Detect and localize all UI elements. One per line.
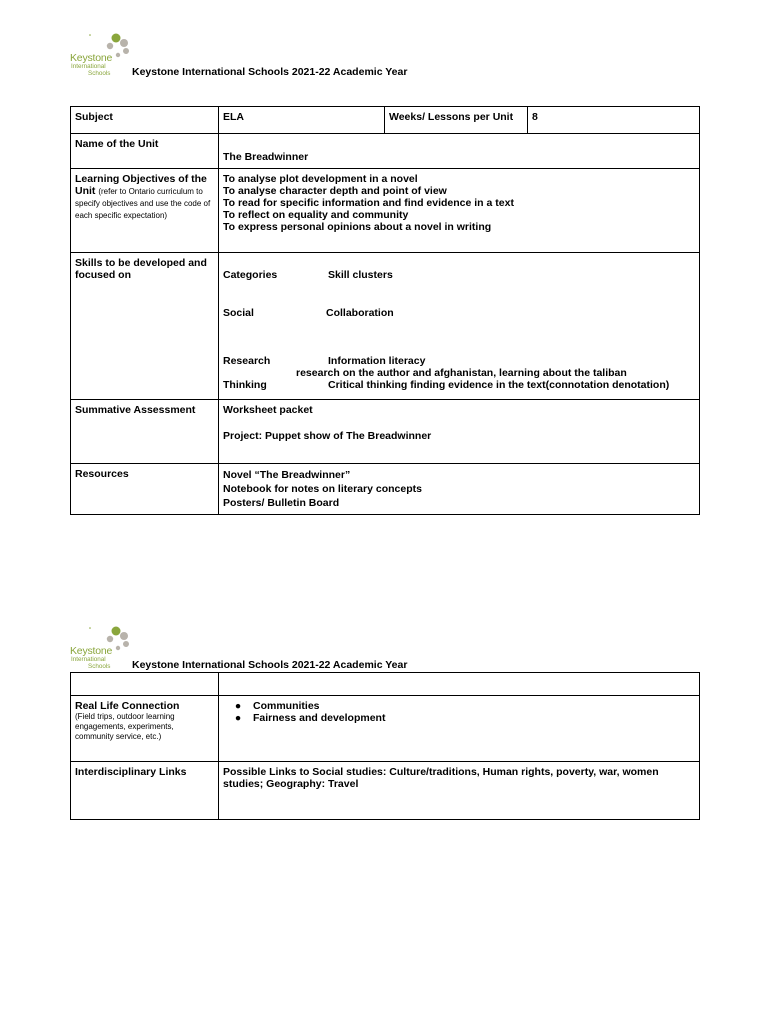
objectives-label: Learning Objectives of the Unit — [75, 173, 207, 197]
bullet-icon: ● — [234, 700, 242, 712]
skill-thinking-category: Thinking — [223, 379, 267, 391]
unit-name-label: Name of the Unit — [71, 134, 219, 169]
skill-research-detail: research on the author and afghanistan, learning about the taliban — [296, 367, 627, 379]
skills-cell — [219, 253, 700, 400]
skills-categories-header: Categories — [223, 269, 278, 281]
interdisciplinary-row — [71, 762, 700, 820]
school-logo — [68, 33, 132, 77]
resource-item: Posters/ Bulletin Board — [223, 497, 340, 509]
resources-list — [219, 464, 700, 515]
logo-line2: Schools — [88, 663, 111, 670]
list-item — [223, 712, 695, 724]
header-title: Keystone International Schools 2021-22 Academic Year — [132, 659, 408, 671]
bullet-icon: ● — [234, 712, 242, 724]
real-life-label: Real Life Connection — [75, 700, 180, 712]
resource-item: Novel “The Breadwinner” — [223, 469, 351, 481]
skill-research-category: Research — [223, 355, 271, 367]
summative-item: Worksheet packet — [223, 404, 313, 416]
real-life-label-cell — [71, 696, 219, 762]
real-life-item: Fairness and development — [253, 712, 386, 724]
subject-label: Subject — [71, 107, 219, 134]
interdisciplinary-value: Possible Links to Social studies: Culture/traditions, Human rights, poverty, war, women studies; Geography: Travel — [219, 762, 700, 820]
skill-thinking-cluster: Critical thinking finding evidence in the text(connotation denotation) — [328, 379, 670, 391]
connections-table — [70, 672, 700, 820]
summative-label: Summative Assessment — [71, 400, 219, 464]
objectives-row — [71, 169, 700, 253]
objective-item: To analyse character depth and point of view — [223, 185, 447, 197]
skill-social-category: Social — [223, 307, 254, 319]
resources-label: Resources — [71, 464, 219, 515]
weeks-label: Weeks/ Lessons per Unit — [385, 107, 528, 134]
logo-line1: International — [71, 656, 106, 663]
skills-row — [71, 253, 700, 400]
header-title: Keystone International Schools 2021-22 Academic Year — [132, 66, 408, 78]
objective-item: To express personal opinions about a novel in writing — [223, 221, 492, 233]
objective-item: To read for specific information and find evidence in a text — [223, 197, 514, 209]
objective-item: To reflect on equality and community — [223, 209, 409, 221]
logo-brand: Keystone — [70, 52, 113, 64]
objectives-label-cell — [71, 169, 219, 253]
resources-row — [71, 464, 700, 515]
empty-row — [71, 673, 700, 696]
skills-clusters-header: Skill clusters — [328, 269, 393, 281]
objectives-list — [219, 169, 700, 253]
objectives-note: (refer to Ontario curriculum to specify objectives and use the code of each specific expectation) — [75, 187, 211, 220]
subject-row — [71, 107, 700, 134]
objective-item: To analyse plot development in a novel — [223, 173, 418, 185]
real-life-item: Communities — [253, 700, 320, 712]
unit-name-row — [71, 134, 700, 169]
summative-cell — [219, 400, 700, 464]
weeks-value: 8 — [528, 107, 700, 134]
skill-social-cluster: Collaboration — [326, 307, 394, 319]
logo-line2: Schools — [88, 70, 111, 77]
subject-value: ELA — [219, 107, 385, 134]
summative-item: Project: Puppet show of The Breadwinner — [223, 430, 432, 442]
real-life-note: (Field trips, outdoor learning engagements, experiments, community service, etc.) — [75, 712, 175, 741]
skills-label: Skills to be developed and focused on — [71, 253, 219, 400]
interdisciplinary-label: Interdisciplinary Links — [71, 762, 219, 820]
real-life-row — [71, 696, 700, 762]
real-life-list — [219, 696, 700, 762]
logo-line1: International — [71, 63, 106, 70]
logo-brand: Keystone — [70, 645, 113, 657]
summative-row — [71, 400, 700, 464]
list-item — [223, 700, 695, 712]
skill-research-cluster: Information literacy — [328, 355, 426, 367]
empty-cell — [71, 673, 219, 696]
school-logo — [68, 626, 132, 670]
unit-table — [70, 106, 700, 515]
empty-cell — [219, 673, 700, 696]
resource-item: Notebook for notes on literary concepts — [223, 483, 422, 495]
unit-name-value: The Breadwinner — [219, 134, 700, 169]
